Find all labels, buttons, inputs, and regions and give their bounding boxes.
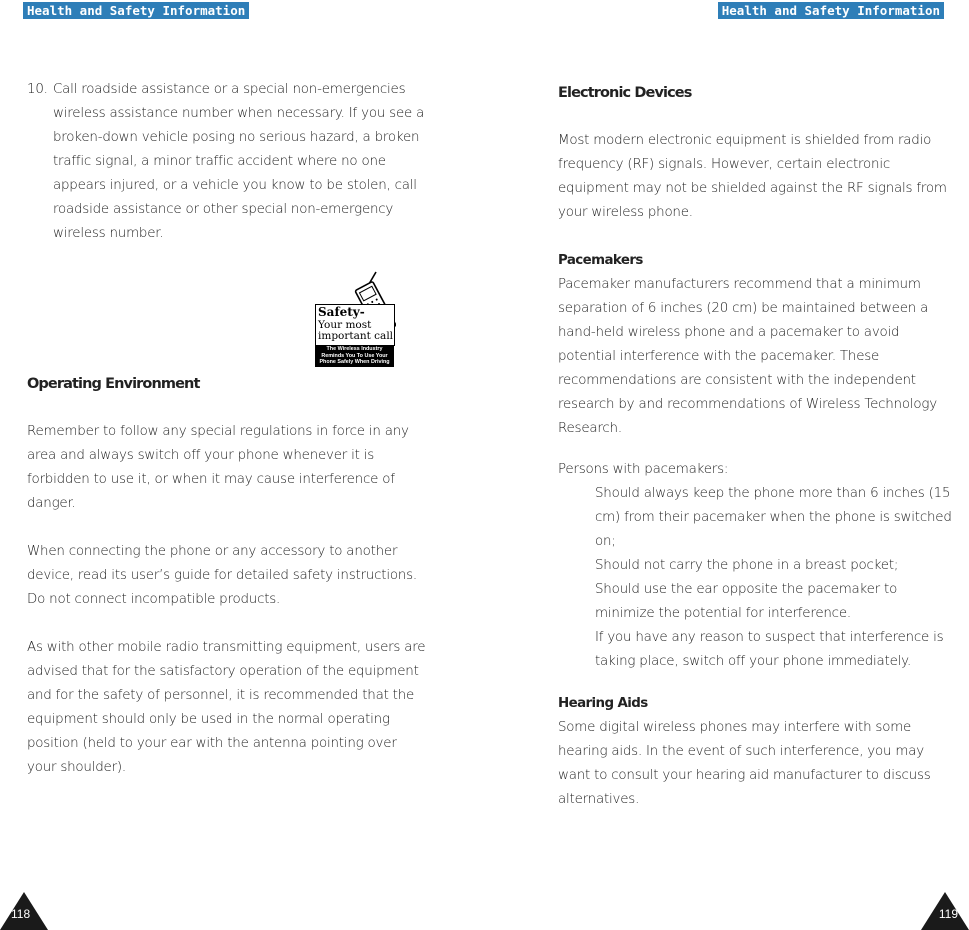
logo-band: The Wireless Industry Reminds You To Use Your Phone Safely When Driving [315,345,394,367]
pacemaker-item-1: Should always keep the phone more than 6 inches (15 cm) from their pacemaker when the phone is switched on; [595,486,952,549]
page-number-text: 118 [11,907,31,921]
running-header-right: Health and Safety Information [718,2,944,19]
operating-para-1: Remember to follow any special regulations in force in any area and always switch off your phone whenever it is forbidden to use it, or when it may cause interference of danger. [27,424,409,511]
item-text: Call roadside assistance or a special non-emergencies wireless assistance number when necessary. If you see a broken-down vehicle posing no serious hazard, a broken traffic signal, a minor traffic accident where no one appears injured, or a vehicle you know to be stolen, call roadside assistance or other special non-emergency wireless number. [53,82,425,241]
operating-environment-title: Operating Environment [27,376,200,392]
pacemakers-title: Pacemakers [558,253,643,268]
logo-line-1: Safety- [318,305,365,319]
electronic-devices-title: Electronic Devices [558,85,692,101]
logo-line-2: Your most [318,319,372,331]
running-header-left: Health and Safety Information [23,2,249,19]
pacemaker-item-3: Should use the ear opposite the pacemaker to minimize the potential for interference. [595,582,898,621]
hearing-aids-title: Hearing Aids [558,696,648,711]
page-number-left [0,892,50,930]
persons-label: Persons with pacemakers: [558,462,729,477]
pacemaker-item-4: If you have any reason to suspect that interference is taking place, switch off your phone immediately. [595,630,944,669]
logo-line-3: important call [318,330,394,342]
numbered-item-10 [27,78,427,246]
right-page-content [558,81,953,812]
safety-logo-label [315,304,395,346]
operating-para-2: When connecting the phone or any accessory to another device, read its user’s guide for detailed safety instructions. Do not connect incompatible products. [27,544,417,607]
page-number-right [919,892,969,930]
electronic-devices-intro: Most modern electronic equipment is shielded from radio frequency (RF) signals. However, certain electronic equipment may not be shielded against the RF signals from your wireless phone. [558,133,947,220]
item-number: 10. [27,82,48,97]
pacemaker-item-2: Should not carry the phone in a breast pocket; [595,558,899,573]
pacemakers-text: Pacemaker manufacturers recommend that a minimum separation of 6 inches (20 cm) be maintained between a hand-held wireless phone and a pacemaker to avoid potential interference with the pacemaker. These recommendations are consistent with the independent research by and recommendations of Wireless Technology Research. [558,277,937,436]
hearing-aids-text: Some digital wireless phones may interfere with some hearing aids. In the event of such interference, you may want to consult your hearing aid manufacturer to discuss alternatives. [558,720,931,807]
safety-logo [314,271,396,367]
left-page-content [27,78,427,780]
operating-para-3: As with other mobile radio transmitting equipment, users are advised that for the satisfactory operation of the equipment and for the safety of personnel, it is recommended that the equipment should only be used in the normal operating position (held to your ear with the antenna pointing over your shoulder). [27,640,426,775]
page-number-text: 119 [938,907,958,921]
